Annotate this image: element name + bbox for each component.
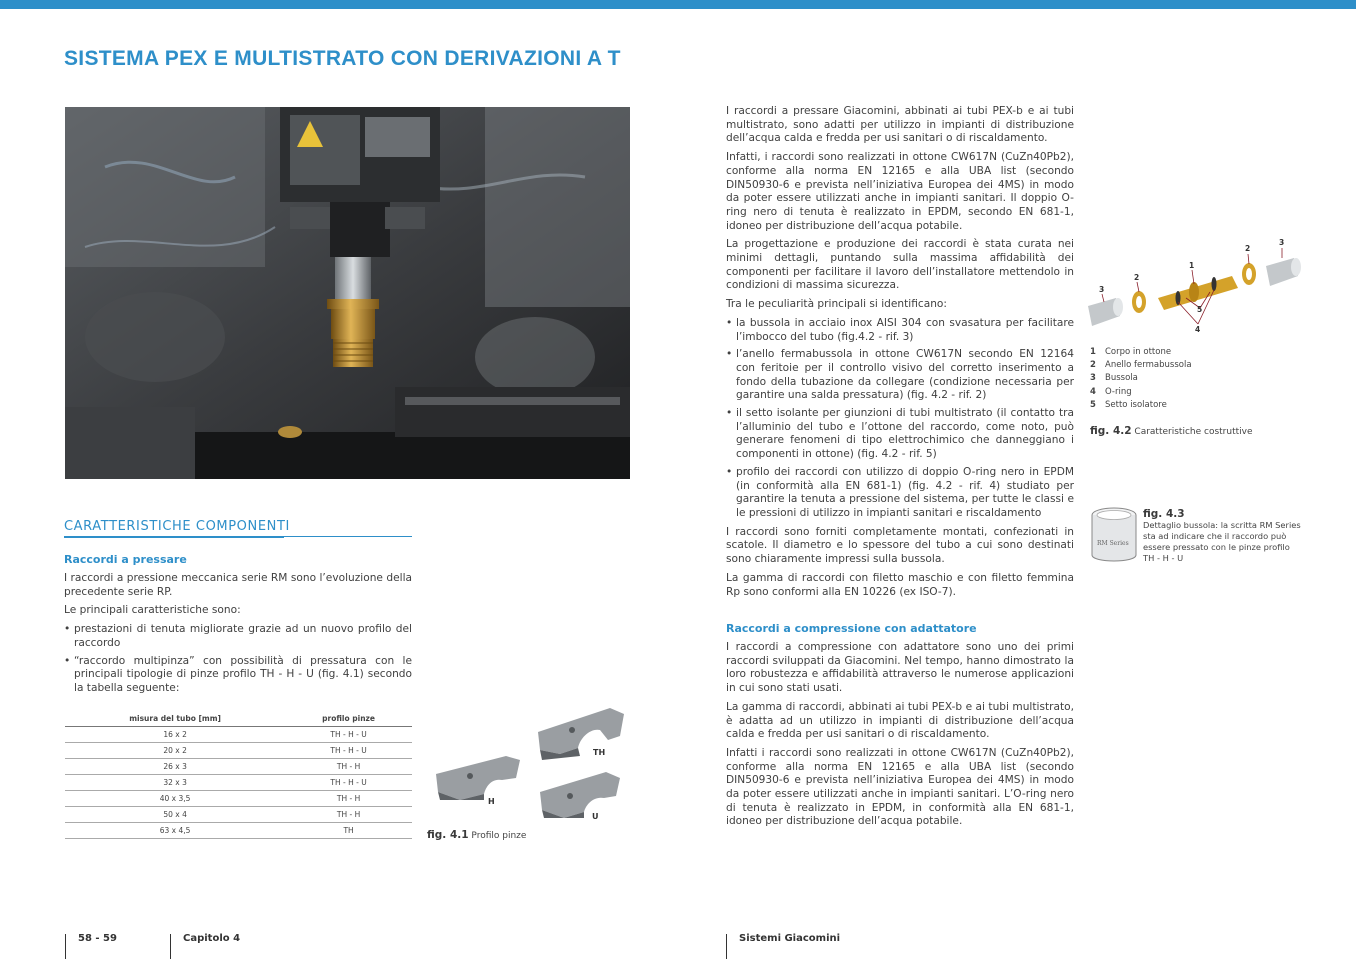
- brass-ring-left: [1132, 291, 1146, 313]
- right-column-text: [726, 105, 1074, 604]
- callout-label: 4: [1195, 325, 1201, 334]
- table-cell: TH - H: [285, 790, 412, 806]
- list-item: • profilo dei raccordi con utilizzo di doppio O-ring nero in EPDM (in conformità alla EN 681-1) (fig. 4.2 - rif. 4) studiato per garantire la tenuta a pressione del sistema, per tutte le classi e le pressioni di utilizzo in impianti sanitari e riscaldamento: [726, 466, 1074, 521]
- section-heading: CARATTERISTICHE COMPONENTI: [64, 519, 412, 537]
- callout-label: 5: [1197, 305, 1203, 314]
- paragraph: I raccordi a pressare Giacomini, abbinati ai tubi PEX-b e ai tubi multistrato, sono adatti per utilizzo in impianti di distribuzione dell’acqua calda e fredda per usi sanitari o di riscaldamento.: [726, 105, 1074, 145]
- right-column-text-2: [726, 641, 1074, 834]
- list-item: • il setto isolante per giunzioni di tubi multistrato (il contatto tra l’alluminio del tubo e l’ottone del raccordo, come noto, può generare fenomeni di tipo elettrochimico che danneggiano i componenti in ottone) (fig. 4.2 - rif. 5): [726, 407, 1074, 462]
- legend-row: [1090, 346, 1192, 359]
- paragraph: I raccordi sono forniti completamente montati, confezionati in scatole. Il diametro e lo spessore del tubo a cui sono destinati sono chiaramente impressi sulla bussola.: [726, 525, 1074, 566]
- footer-chapter: Capitolo 4: [183, 933, 241, 944]
- steel-sleeve-left: [1088, 298, 1123, 326]
- table-cell: TH - H - U: [285, 726, 412, 742]
- brass-ring-right: [1242, 263, 1256, 285]
- figure-caption: Dettaglio bussola: la scritta RM Series sta ad indicare che il raccordo può essere pressato con le pinze profilo TH - H - U: [1143, 520, 1301, 563]
- table-cell: 20 x 2: [65, 742, 285, 758]
- paragraph: Infatti i raccordi sono realizzati in ottone CW617N (CuZn40Pb2), conforme alla norma EN 12165 e alla UBA list (secondo DIN50930-6 e prevista nell’iniziativa Europea dei 4MS) in modo da poter essere utilizzati anche in impianti sanitari. L’O-ring nero di tenuta è realizzato in EPDM, in conformità alla EN 681-1, idoneo per distribuzione dell’acqua potabile.: [726, 746, 1074, 828]
- machine-photo-illustration: [65, 107, 630, 479]
- legend-label: Corpo in ottone: [1105, 347, 1172, 357]
- left-column-text: [64, 572, 412, 701]
- bullet-list: [726, 317, 1074, 521]
- bullet-list: [64, 623, 412, 696]
- legend-row: [1090, 386, 1192, 399]
- list-item: • prestazioni di tenuta migliorate grazie ad un nuovo profilo del raccordo: [64, 623, 412, 650]
- footer-divider: [726, 934, 727, 959]
- legend-number: 1: [1090, 347, 1096, 357]
- paragraph: I raccordi a compressione con adattatore sono uno dei primi raccordi sviluppati da Giacomini. Nel tempo, hanno dimostrato la loro robustezza e affidabilità attraverso le numerose applicazioni in cui sono stati usati.: [726, 641, 1074, 695]
- legend-label: Setto isolatore: [1105, 399, 1167, 410]
- fig-4-2-legend: [1090, 346, 1192, 412]
- table-cell: 63 x 4,5: [65, 822, 285, 838]
- legend-row: [1090, 372, 1192, 385]
- figure-number: fig. 4.1: [427, 829, 469, 841]
- table-header-row: [65, 712, 412, 726]
- paragraph: La progettazione e produzione dei raccordi è stata curata nei minimi dettagli, puntando sulla massima affidabilità dei componenti per facilitare il lavoro dell’installatore mettendolo in condizioni di massima sicurezza.: [726, 238, 1074, 292]
- jaw-label-th: TH: [593, 748, 606, 757]
- legend-number: 4: [1090, 386, 1096, 397]
- paragraph: Tra le peculiarità principali si identificano:: [726, 298, 947, 311]
- list-item: • la bussola in acciaio inox AISI 304 con svasatura per facilitare l’imbocco del tubo (fig.4.2 - rif. 3): [726, 317, 1074, 344]
- table-row: [65, 742, 412, 758]
- table-cell: 32 x 3: [65, 774, 285, 790]
- footer-page-numbers: 58 - 59: [78, 933, 117, 944]
- jaw-label-u: U: [592, 812, 599, 821]
- fig-4-2-caption: [1090, 425, 1253, 437]
- paragraph: Infatti, i raccordi sono realizzati in ottone CW617N (CuZn40Pb2), conforme alla norma EN 12165 e alla UBA list (secondo DIN50930-6 e prevista nell’iniziativa Europea dei 4MS) in modo da poter essere utilizzati anche in impianti sanitari. Il doppio O-ring nero di tenuta è realizzato in EPDM, secondo EN 681-1, idoneo per distribuzione dell’acqua potabile.: [726, 151, 1074, 232]
- fig-4-3-sleeve: [1088, 505, 1140, 567]
- table-row: [65, 726, 412, 742]
- table-row: [65, 806, 412, 822]
- table-row: [65, 790, 412, 806]
- paragraph: La gamma di raccordi, abbinati ai tubi PEX-b e ai tubi multistrato, è adatta ad un utilizzo in impianti di distribuzione dell’acqua calda e fredda per usi sanitari o di riscaldamento.: [726, 700, 1074, 741]
- table-row: [65, 758, 412, 774]
- paragraph: La gamma di raccordi con filetto maschio e con filetto femmina Rp sono conformi alla EN 10226 (ex ISO-7).: [726, 571, 1074, 598]
- jaw-th-illustration: [538, 708, 624, 760]
- top-color-bar: [0, 0, 1356, 9]
- table-cell: TH - H - U: [285, 774, 412, 790]
- subhead-raccordi-compressione: Raccordi a compressione con adattatore: [726, 622, 977, 635]
- callout-label: 3: [1279, 238, 1285, 247]
- legend-label: Anello fermabussola: [1105, 360, 1192, 371]
- legend-number: 3: [1090, 373, 1096, 384]
- paragraph: I raccordi a pressione meccanica serie RM sono l’evoluzione della precedente serie RP.: [64, 572, 412, 598]
- steel-sleeve-right: [1266, 258, 1301, 286]
- page-title: SISTEMA PEX E MULTISTRATO CON DERIVAZIONI A T: [64, 47, 621, 70]
- list-item: • l’anello fermabussola in ottone CW617N secondo EN 12164 con feritoie per il controllo visivo del corretto inserimento a fondo della tubazione da collegare (condizione necessaria per garantire una salda pressatura) (fig. 4.2 - rif. 2): [726, 348, 1074, 403]
- machine-photo: [65, 107, 630, 479]
- callout-label: 2: [1245, 244, 1251, 253]
- sleeve-engraving: RM Series: [1097, 540, 1129, 547]
- figure-number: fig. 4.2: [1090, 425, 1132, 437]
- table-cell: TH - H: [285, 758, 412, 774]
- legend-label: O-ring: [1105, 386, 1132, 397]
- figure-number: fig. 4.3: [1143, 508, 1185, 520]
- jaw-h-illustration: [436, 756, 520, 800]
- fig-4-1-jaw-profiles: [430, 700, 630, 825]
- jaw-label-h: H: [488, 797, 495, 806]
- table-cell: TH - H - U: [285, 742, 412, 758]
- paragraph: Le principali caratteristiche sono:: [64, 604, 241, 617]
- table-cell: TH: [285, 822, 412, 838]
- fig-4-3-caption: [1143, 509, 1303, 564]
- legend-row: [1090, 399, 1192, 412]
- legend-number: 2: [1090, 360, 1096, 371]
- figure-caption: Profilo pinze: [471, 831, 527, 841]
- list-item: • “raccordo multipinza” con possibilità di pressatura con le principali tipologie di pinze profilo TH - H - U (fig. 4.1) secondo la tabella seguente:: [64, 655, 412, 696]
- table-cell: 26 x 3: [65, 758, 285, 774]
- callout-label: 2: [1134, 273, 1140, 282]
- table-cell: 40 x 3,5: [65, 790, 285, 806]
- figure-caption: Caratteristiche costruttive: [1134, 427, 1253, 437]
- footer-divider: [170, 934, 171, 959]
- jaw-u-illustration: [540, 772, 620, 818]
- table-cell: TH - H: [285, 806, 412, 822]
- pipe-size-table: [65, 712, 412, 839]
- legend-label: Bussola: [1105, 373, 1138, 384]
- table-row: [65, 822, 412, 838]
- table-row: [65, 774, 412, 790]
- legend-number: 5: [1090, 399, 1096, 410]
- fig-4-1-caption: [427, 829, 526, 841]
- table-cell: 16 x 2: [65, 726, 285, 742]
- subhead-raccordi-pressare: Raccordi a pressare: [64, 553, 187, 566]
- table-header: misura del tubo [mm]: [65, 712, 285, 726]
- fig-4-2-exploded-fitting: [1082, 236, 1312, 336]
- callout-label: 1: [1189, 261, 1195, 270]
- footer-divider: [65, 934, 66, 959]
- callout-label: 3: [1099, 285, 1105, 294]
- table-cell: 50 x 4: [65, 806, 285, 822]
- legend-row: [1090, 359, 1192, 372]
- table-header: profilo pinze: [285, 712, 412, 726]
- footer-brand: Sistemi Giacomini: [739, 933, 841, 944]
